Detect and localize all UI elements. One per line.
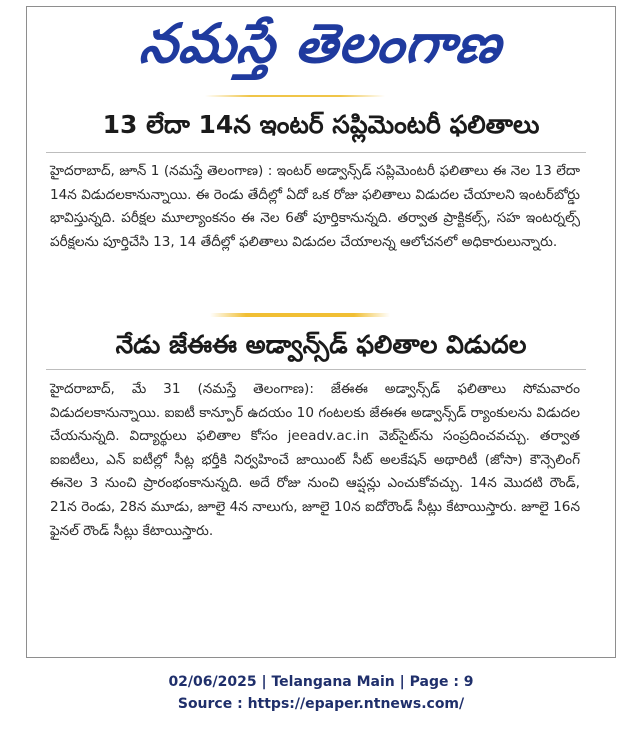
article-1-body: హైదరాబాద్, జూన్ 1 (నమస్తే తెలంగాణ) : ఇంటర్ అడ్వాన్స్‌డ్ సప్లిమెంటరీ ఫలితాలు ఈ నెల 13 లేదా 14న విడుదలకానున్నాయి. ఈ రెండు తేదీల్లో ఏదో ఒక రోజు ఫలితాలు విడుదల చేయాలని ఇంటర్‌బోర్డు భావిస్తున్నది. పరీక్షల మూల్యాంకనం ఈ నెల 6తో పూర్తికానున్నది. తర్వాత ప్రాక్టికల్స్, సహ ఇంటర్నల్స్ పరీక్షలను పూర్తిచేసి 13, 14 తేదీల్లో ఫలితాలు విడుదల చేయాలన్న ఆలోచనలో అధికారులున్నారు. (50, 163, 580, 250)
article-2-divider (46, 369, 586, 370)
top-accent-rule (205, 95, 385, 97)
article-2-headline: నేడు జేఈఈ అడ్వాన్స్‌డ్ ఫలితాల విడుదల (115, 330, 527, 359)
article-1-divider (46, 152, 586, 153)
article-1-headline: 13 లేదా 14న ఇంటర్ సప్లిమెంటరీ ఫలితాలు (102, 110, 540, 139)
footer-source: Source : https://epaper.ntnews.com/ (177, 696, 465, 712)
article-2-body: హైదరాబాద్, మే 31 (నమస్తే తెలంగాణ): జేఈఈ అడ్వాన్స్‌డ్ ఫలితాలు సోమవారం విడుదలకానున్నాయి. ఐఐటీ కాన్పూర్ ఉదయం 10 గంటలకు జేఈఈ అడ్వాన్స్‌డ్ ర్యాంకులను విడుదల చేయనున్నది. విద్యార్థులు ఫలితాల కోసం jeeadv.ac.in వెబ్‌సైట్‌ను సంప్రదించవచ్చు. తర్వాత ఐఐటీలు, ఎన్ ఐటీల్లో సీట్ల భర్తీకి నిర్వహించే జాయింట్ సీట్ అలకేషన్ అథారిటీ (జోసా) కౌన్సెలింగ్ ఈనెల 3 నుంచి ప్రారంభంకానున్నది. అదే రోజు నుంచి ఆప్షన్లు ఎంచుకోవచ్చు. 14న మొదటి రౌండ్, 21న రెండు, 28న మూడు, జూలై 4న నాలుగు, జూలై 10న ఐదోరౌండ్ సీట్లు కేటాయిస్తారు. జూలై 16న ఫైనల్ రౌండ్ సీట్లు కేటాయిస్తారు. (50, 381, 580, 539)
masthead (27, 9, 615, 79)
masthead-logo: నమస్తే తెలంగాణ (136, 12, 506, 75)
mid-accent-rule (210, 313, 390, 317)
footer-date-edition: 02/06/2025 | Telangana Main | Page : 9 (168, 674, 474, 690)
